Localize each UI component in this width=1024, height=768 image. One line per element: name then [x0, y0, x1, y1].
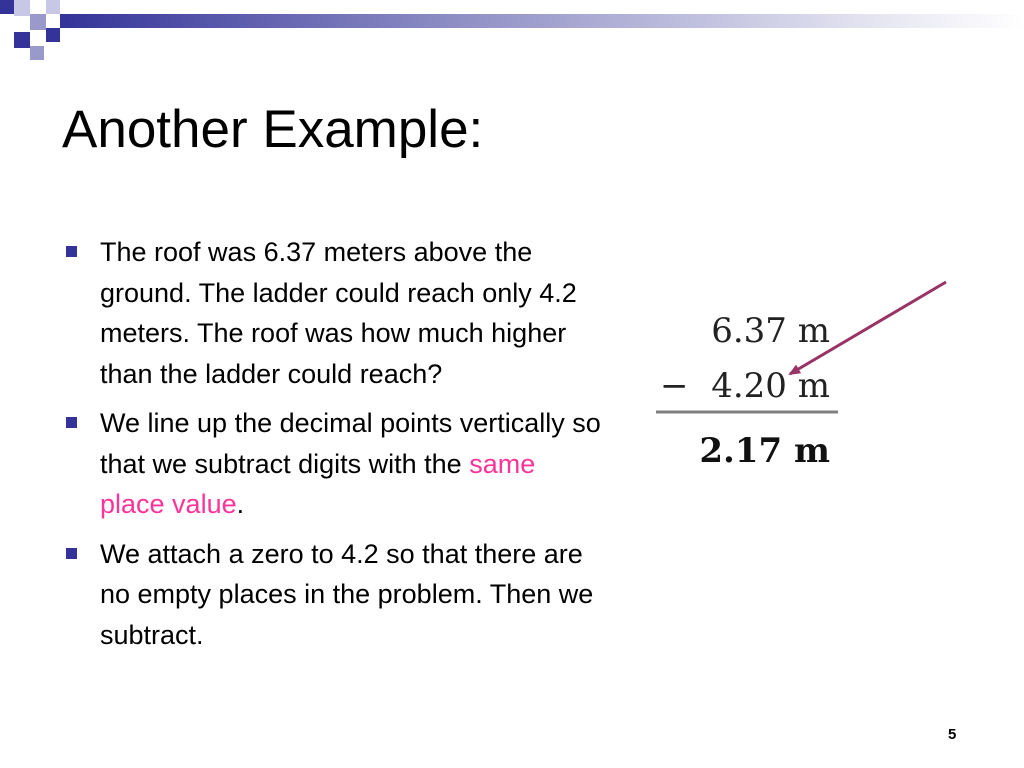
header-decoration	[0, 0, 1024, 64]
decorative-square	[14, 32, 30, 48]
bullet-item	[62, 534, 602, 656]
square-bullet-icon	[66, 548, 77, 559]
decorative-square	[46, 28, 60, 42]
bullet-item	[62, 232, 602, 394]
square-bullet-icon	[66, 246, 77, 257]
square-bullet-icon	[66, 417, 77, 428]
bullet-text-end: .	[236, 489, 245, 519]
bullet-list	[62, 232, 602, 664]
bullet-text: The roof was 6.37 meters above the ground. The ladder could reach only 4.2 meters. The roof was how much higher than the ladder could reach?	[100, 237, 577, 389]
decorative-square	[30, 14, 46, 30]
minus-sign: −	[660, 366, 689, 406]
decorative-square	[14, 0, 30, 16]
slide-title: Another Example:	[62, 100, 484, 159]
bullet-text: We line up the decimal points vertically so that we subtract digits with the	[100, 408, 601, 479]
page-number: 5	[948, 726, 957, 743]
decorative-square	[30, 46, 44, 60]
bullet-text: We attach a zero to 4.2 so that there are no empty places in the problem. Then we subtract.	[100, 538, 594, 650]
decorative-square	[46, 0, 60, 14]
minuend: 6.37 m	[711, 311, 830, 351]
highlighted-term: same place value	[100, 448, 536, 519]
decorative-square	[14, 16, 30, 32]
header-gradient-bar	[60, 14, 1024, 28]
subtraction-figure	[640, 270, 960, 480]
decorative-square	[0, 0, 14, 14]
subtrahend: 4.20 m	[711, 366, 830, 406]
bullet-item	[62, 403, 602, 525]
result: 2.17 m	[699, 431, 830, 471]
